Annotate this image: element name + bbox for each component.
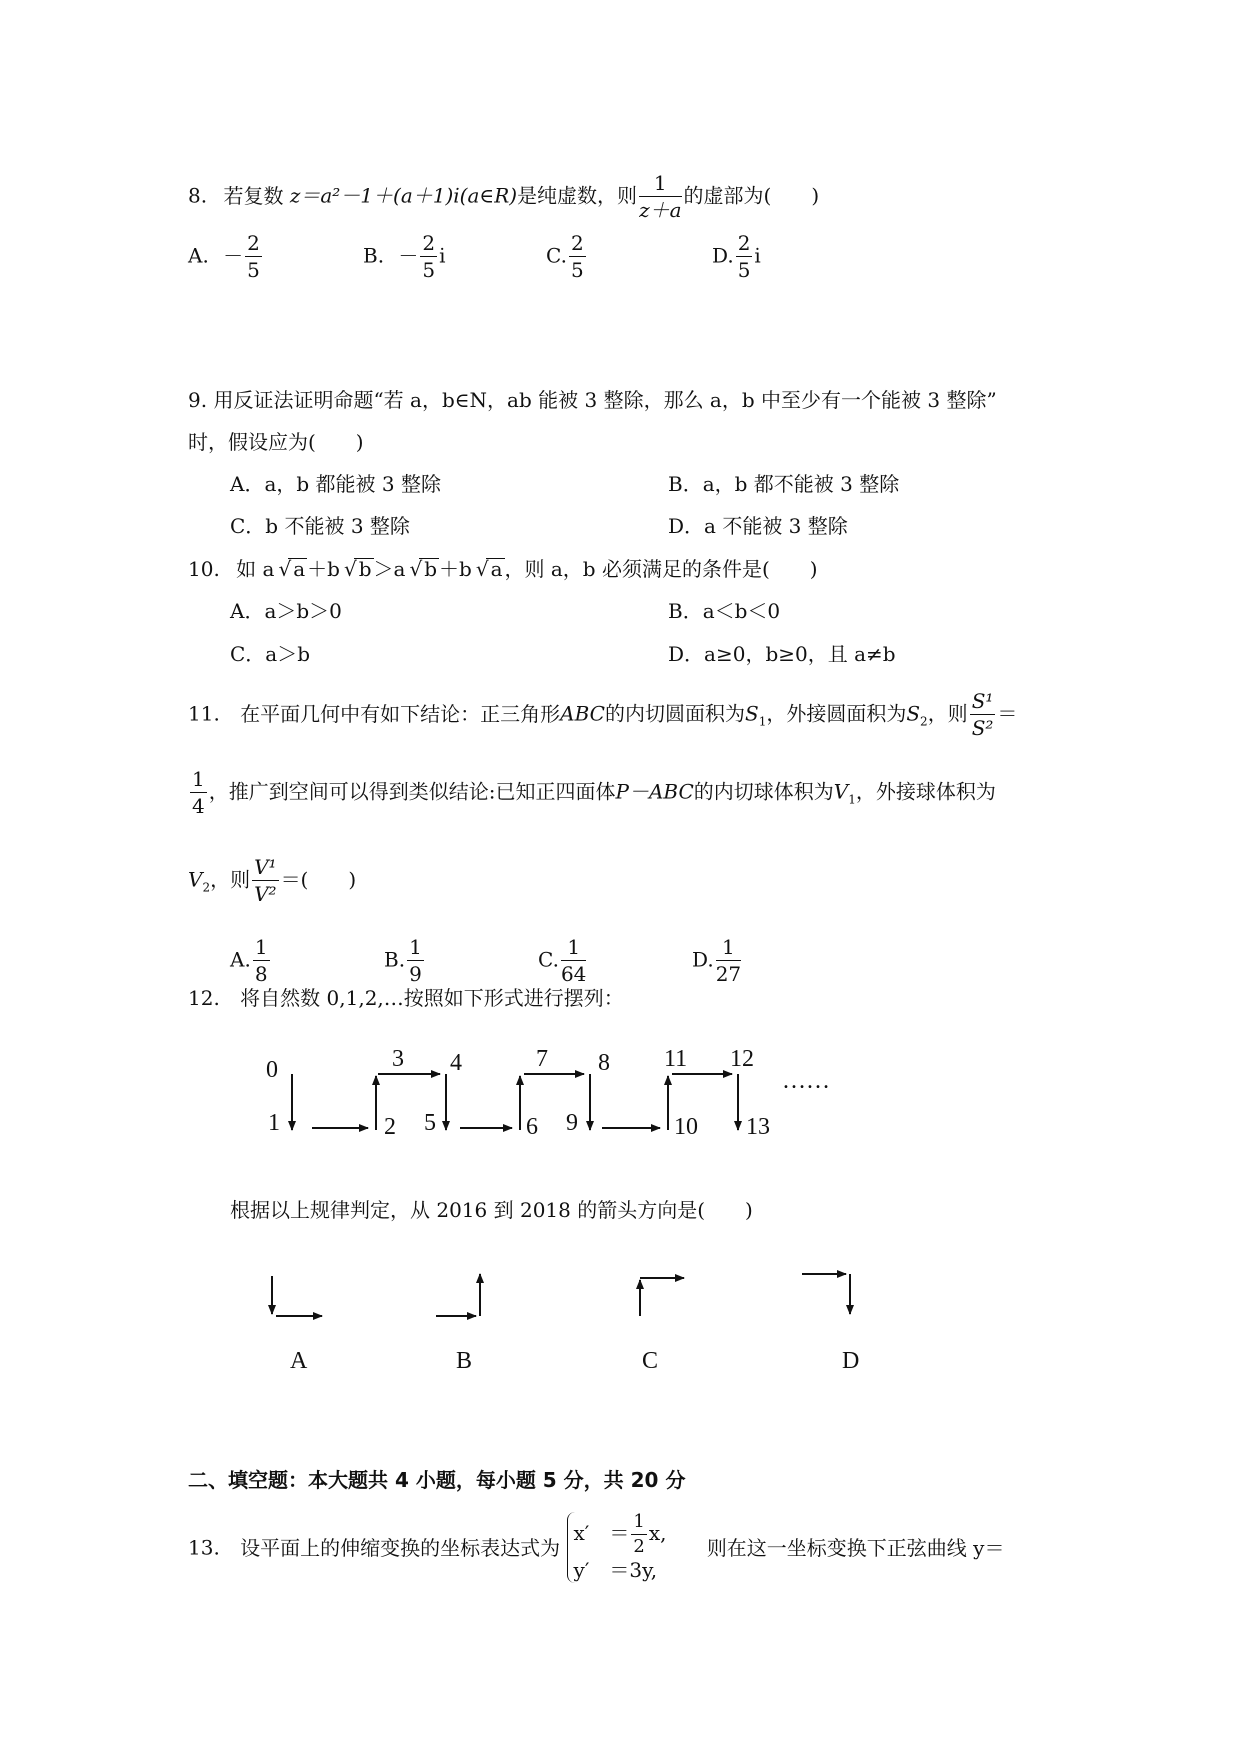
fraction: $\frac{2}{5}$ [422, 231, 436, 282]
question-number: 13. [188, 1535, 220, 1560]
sequence-number: 6 [526, 1114, 538, 1140]
ellipsis: …… [782, 1068, 830, 1094]
fraction: $\frac{\text{V¹}}{\text{V²}}$ [254, 855, 277, 906]
question-9-line-1: 9. 用反证法证明命题“若 a，b∈N，ab 能被 3 整除，那么 a，b 中至少有一个能被 3 整除” [188, 388, 997, 412]
sequence-number: 10 [674, 1114, 698, 1140]
square-root: √ a [288, 558, 307, 579]
sequence-number: 1 [268, 1110, 280, 1136]
question-12: 12. 将自然数 0,1,2,…按照如下形式进行摆列： [188, 986, 624, 1010]
q9-option-d: D．a 不能被 3 整除 [668, 514, 848, 538]
fraction: $\frac{1}{27}$ [715, 935, 742, 986]
question-10: 10. 如 a√ a ＋b√ b ＞a√ b ＋b√ a ，则 a，b 必须满足的条件是( ) [188, 558, 818, 579]
q9-option-b: B．a，b 都不能被 3 整除 [668, 472, 900, 496]
fraction: $\frac{1}{z+a}$ [639, 171, 682, 222]
q9-option-c: C．b 不能被 3 整除 [230, 514, 410, 538]
sequence-number: 13 [746, 1114, 770, 1140]
arrow-choices-figure [0, 1268, 1241, 1388]
sequence-number: 8 [598, 1050, 610, 1076]
question-text: 若复数 [223, 183, 284, 208]
question-9-line-2: 时，假设应为( ) [188, 430, 364, 454]
q8-option-a: A. － $\frac{2}{5}$ [188, 231, 260, 282]
q10-option-d: D．a≥0，b≥0，且 a≠b [668, 642, 896, 666]
q10-option-a: A．a＞b＞0 [230, 599, 342, 623]
q11-option-a: A. $\frac{1}{8}$ [230, 935, 268, 986]
math-expression: z＝a²－1＋(a＋1)i(a∈R) [289, 183, 518, 208]
q8-option-b: B. － $\frac{2}{5}$ i [363, 231, 446, 282]
question-number: 11. [188, 701, 220, 726]
question-number: 12. [188, 986, 220, 1010]
sequence-number: 4 [450, 1050, 462, 1076]
fraction: $\frac{2}{5}$ [737, 231, 751, 282]
square-root: √ b [419, 558, 439, 579]
fraction: $\frac{2}{5}$ [247, 231, 260, 282]
fraction: $\frac{1}{64}$ [560, 935, 587, 986]
fraction: $\frac{\text{S¹}}{\text{S²}}$ [971, 689, 994, 740]
choice-label: C [642, 1348, 659, 1374]
sequence-number: 5 [424, 1110, 436, 1136]
q10-option-c: C．a＞b [230, 642, 311, 666]
question-text: 是纯虚数，则 [517, 183, 638, 208]
sequence-number: 7 [536, 1046, 548, 1072]
choice-label: D [842, 1348, 860, 1374]
fraction: $\frac{1}{9}$ [409, 935, 422, 986]
coordinate-system: x′ ＝ $\frac{1}{2}$ x, y′ ＝3y, [567, 1512, 667, 1583]
square-root: √ b [354, 558, 374, 579]
sequence-number: 11 [664, 1046, 688, 1072]
q11-option-b: B. $\frac{1}{9}$ [384, 935, 422, 986]
fraction: $\frac{1}{8}$ [254, 935, 268, 986]
choice-label: B [456, 1348, 473, 1374]
q8-option-c: C. $\frac{2}{5}$ [546, 231, 584, 282]
question-12-prompt: 根据以上规律判定，从 2016 到 2018 的箭头方向是( ) [230, 1198, 753, 1222]
sequence-number: 0 [266, 1057, 278, 1083]
sequence-number: 12 [730, 1046, 754, 1072]
choice-label: A [290, 1348, 308, 1374]
question-number: 8. [188, 183, 208, 208]
question-11-line-3: $V_2$，则 $\frac{\text{V¹}}{\text{V²}}$ ＝( ) [188, 855, 357, 906]
sequence-number: 2 [384, 1114, 396, 1140]
q8-option-d: D. $\frac{2}{5}$ i [712, 231, 761, 282]
question-text: 的虚部为( ) [683, 183, 820, 208]
question-number: 10. [188, 557, 220, 581]
question-8 [188, 172, 819, 222]
square-root: √ a [486, 558, 505, 579]
q11-option-d: D. $\frac{1}{27}$ [692, 935, 742, 986]
question-11-line-2: $\frac{1}{4}$ ，推广到空间可以得到类似结论:已知正四面体P－ABC的内切球体积为$V_1$，外接球体积为 [192, 767, 996, 818]
q11-option-c: C. $\frac{1}{64}$ [538, 935, 587, 986]
fraction: $\frac{1}{2}$ [633, 1511, 645, 1557]
section-heading: 二、填空题：本大题共 4 小题，每小题 5 分，共 20 分 [188, 1468, 686, 1492]
sequence-number: 3 [392, 1046, 404, 1072]
question-11-line-1: 11. 在平面几何中有如下结论：正三角形ABC的内切圆面积为$S_1$，外接圆面积为$S_2$，则 $\frac{\text{S¹}}{\text{S²}}$ ＝ [188, 689, 1018, 740]
fraction: $\frac{1}{4}$ [192, 767, 205, 818]
question-13: 13. 设平面上的伸缩变换的坐标表达式为 x′ ＝ $\frac{1}{2}$ x, y′ ＝3y, 则在这一坐标变换下正弦曲线 y＝ [188, 1511, 1005, 1583]
sequence-number: 9 [566, 1110, 578, 1136]
fraction: $\frac{2}{5}$ [570, 231, 584, 282]
q10-option-b: B．a＜b＜0 [668, 599, 781, 623]
q9-option-a: A．a，b 都能被 3 整除 [230, 472, 441, 496]
